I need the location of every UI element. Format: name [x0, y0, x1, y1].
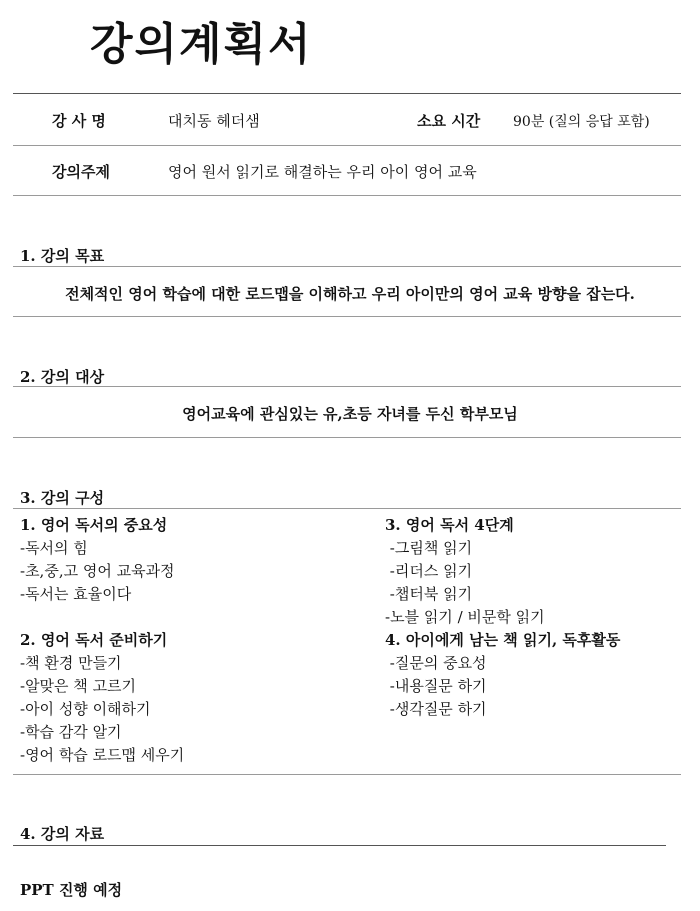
- list-item: -노블 읽기 / 비문학 읽기: [385, 608, 545, 626]
- materials-heading-rule: [13, 845, 666, 846]
- time-label: 소요 시간: [417, 112, 481, 130]
- list-item: -내용질문 하기: [385, 677, 487, 695]
- list-item: -챕터북 읽기: [385, 585, 473, 603]
- goal-bottom-rule: [13, 316, 681, 317]
- list-item: -질문의 중요성: [385, 654, 487, 672]
- list-item: -책 환경 만들기: [20, 654, 122, 672]
- list-item: -생각질문 하기: [385, 700, 487, 718]
- structure-subheading: 4. 아이에게 남는 책 읽기, 독후활동: [385, 631, 621, 649]
- topic-label: 강의주제: [52, 163, 110, 181]
- structure-left-column: [20, 514, 184, 767]
- list-item: -리더스 읽기: [385, 562, 473, 580]
- target-bottom-rule: [13, 437, 681, 438]
- instructor-label: 강 사 명: [52, 112, 106, 130]
- document-title: 강의계획서: [90, 19, 313, 70]
- target-heading: 2. 강의 대상: [20, 368, 105, 386]
- list-item: -알맞은 책 고르기: [20, 677, 137, 695]
- materials-heading: 4. 강의 자료: [20, 825, 105, 843]
- structure-subheading: 3. 영어 독서 4단계: [385, 516, 514, 534]
- goal-heading-rule: [13, 266, 681, 267]
- goal-heading: 1. 강의 목표: [20, 247, 105, 265]
- list-item: -독서의 힘: [20, 539, 88, 557]
- list-item: -그림책 읽기: [385, 539, 473, 557]
- list-item: -초,중,고 영어 교육과정: [20, 562, 175, 580]
- structure-heading-rule: [13, 508, 681, 509]
- topic-value: 영어 원서 읽기로 해결하는 우리 아이 영어 교육: [168, 163, 477, 181]
- time-value: 90분 (질의 응답 포함): [513, 114, 650, 130]
- target-heading-rule: [13, 386, 681, 387]
- structure-subheading: 2. 영어 독서 준비하기: [20, 631, 168, 649]
- target-text: 영어교육에 관심있는 유,초등 자녀를 두신 학부모님: [182, 405, 518, 423]
- structure-subheading: 1. 영어 독서의 중요성: [20, 516, 168, 534]
- list-item: -학습 감각 알기: [20, 723, 122, 741]
- list-item: -독서는 효율이다: [20, 585, 132, 603]
- list-item: -영어 학습 로드맵 세우기: [20, 746, 185, 764]
- structure-right-column: [385, 514, 620, 721]
- list-item: -아이 성향 이해하기: [20, 700, 151, 718]
- instructor-value: 대치동 헤더샘: [168, 112, 260, 130]
- structure-bottom-rule: [13, 774, 681, 775]
- materials-text: PPT 진행 예정: [20, 881, 123, 899]
- table-row-divider: [13, 145, 681, 146]
- goal-text: 전체적인 영어 학습에 대한 로드맵을 이해하고 우리 아이만의 영어 교육 방향을 잡는다.: [65, 285, 635, 303]
- structure-heading: 3. 강의 구성: [20, 489, 105, 507]
- table-bottom-border: [13, 195, 681, 196]
- table-top-border: [13, 93, 681, 94]
